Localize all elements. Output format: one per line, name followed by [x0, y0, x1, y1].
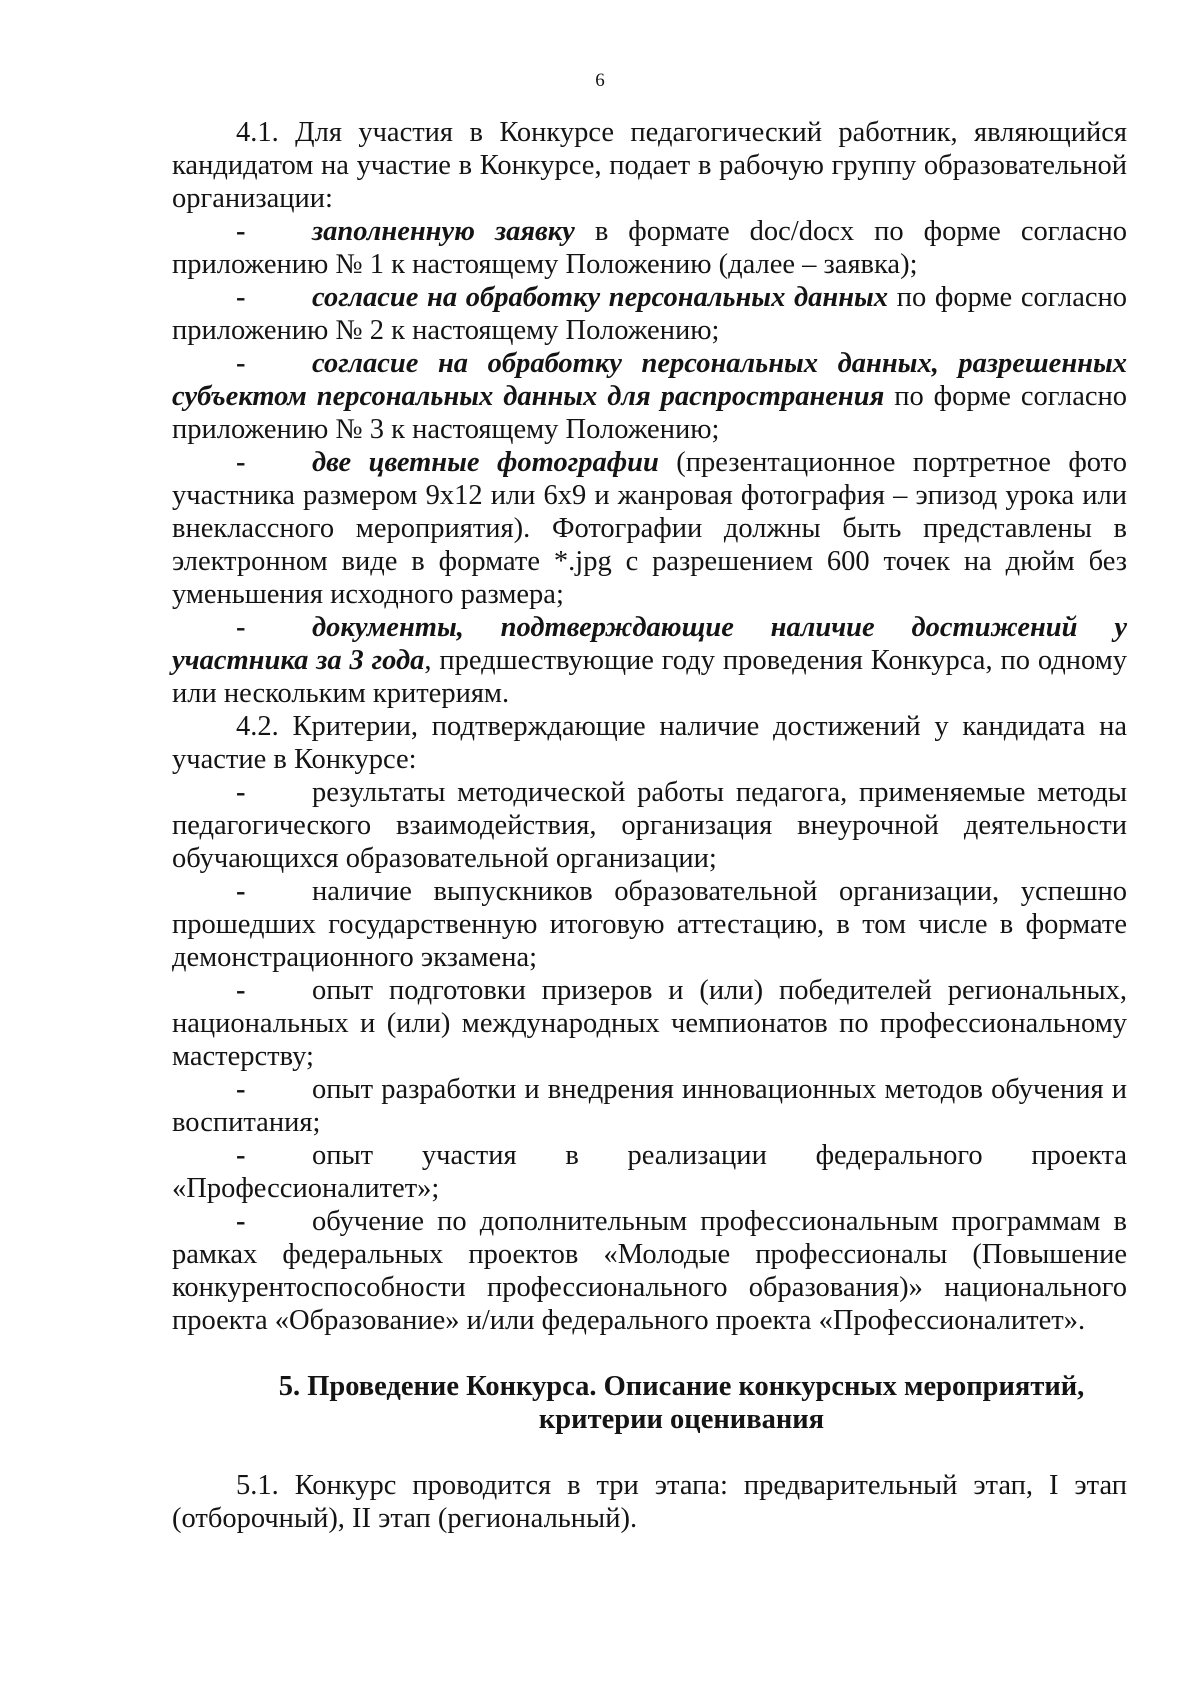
paragraph-5-1: 5.1. Конкурс проводится в три этапа: предварительный этап, I этап (отборочный), II этап (региональный).: [172, 1470, 1127, 1534]
doc-item-text: (презентационное портретное фото участника размером 9х12 или 6х9 и жанровая фотография – эпизод урока или внеклассного мероприятия). Фотографии должны быть представлены в электронном виде в формате *.jpg с разрешением 600 точек на дюйм без уменьшения исходного размера;: [172, 447, 1127, 610]
criteria-item: [172, 1073, 1127, 1139]
doc-item-emphasis: согласие на обработку персональных данных, разрешенных субъектом персональных данных для распространения: [172, 348, 1127, 412]
doc-item-text: , предшествующие году проведения Конкурса, по одному или нескольким критериям.: [172, 645, 1127, 709]
doc-item-achievements: [172, 611, 1127, 710]
doc-item-emphasis: документы, подтверждающие наличие достижений у участника за 3 года: [172, 612, 1127, 676]
doc-item-text: по форме согласно приложению № 3 к настоящему Положению;: [172, 381, 1128, 445]
paragraph-4-1: 4.1. Для участия в Конкурсе педагогический работник, являющийся кандидатом на участие в Конкурсе, подает в рабочую группу образовательной организации:: [172, 117, 1127, 214]
dash-marker: -: [236, 777, 246, 808]
criteria-item-text: обучение по дополнительным профессиональным программам в рамках федеральных проектов «Молодые профессионалы (Повышение конкурентоспособности профессионального образования)» национального проекта «Образование» и/или федерального проекта «Профессионалитет».: [172, 1206, 1127, 1336]
criteria-item: [172, 776, 1127, 875]
dash-marker: -: [236, 447, 246, 478]
section-5-heading-line-2: критерии оценивания: [538, 1404, 825, 1435]
doc-item-consent: [172, 281, 1127, 347]
doc-item-consent-distribution: [172, 347, 1127, 446]
dash-marker: -: [236, 1074, 246, 1105]
dash-marker: -: [236, 975, 246, 1006]
doc-item-photos: [172, 446, 1127, 611]
criteria-item-text: наличие выпускников образовательной организации, успешно прошедших государственную итоговую аттестацию, в том числе в формате демонстрационного экзамена;: [172, 876, 1127, 973]
criteria-item-text: опыт участия в реализации федерального проекта «Профессионалитет»;: [172, 1140, 1127, 1204]
section-5-heading: [172, 1370, 1127, 1436]
dash-marker: -: [236, 1140, 246, 1171]
dash-marker: -: [236, 1206, 246, 1237]
doc-item-emphasis: заполненную заявку: [312, 216, 575, 247]
doc-item-emphasis: согласие на обработку персональных данных: [312, 282, 889, 313]
criteria-item-text: опыт подготовки призеров и (или) победителей региональных, национальных и (или) международных чемпионатов по профессиональному мастерству;: [172, 975, 1127, 1072]
dash-marker: -: [236, 612, 246, 643]
document-body: [172, 116, 1127, 1535]
doc-item-application: [172, 215, 1127, 281]
criteria-item: [172, 1139, 1127, 1205]
criteria-item: [172, 875, 1127, 974]
page-number: 6: [595, 70, 605, 91]
criteria-item: [172, 1205, 1127, 1337]
criteria-item-text: опыт разработки и внедрения инновационных методов обучения и воспитания;: [172, 1074, 1127, 1138]
doc-item-text: по форме согласно приложению № 2 к настоящему Положению;: [172, 282, 1127, 346]
criteria-item: [172, 974, 1127, 1073]
dash-marker: -: [236, 282, 246, 313]
dash-marker: -: [236, 216, 246, 247]
dash-marker: -: [236, 876, 246, 907]
dash-marker: -: [236, 348, 246, 379]
paragraph-4-2: 4.2. Критерии, подтверждающие наличие достижений у кандидата на участие в Конкурсе:: [172, 711, 1127, 775]
criteria-item-text: результаты методической работы педагога, применяемые методы педагогического взаимодействия, организация внеурочной деятельности обучающихся образовательной организации;: [172, 777, 1127, 874]
doc-item-emphasis: две цветные фотографии: [312, 447, 659, 478]
section-5-heading-line-1: 5. Проведение Конкурса. Описание конкурсных мероприятий,: [278, 1371, 1085, 1402]
doc-item-text: в формате doc/docx по форме согласно приложению № 1 к настоящему Положению (далее – заявка);: [172, 216, 1127, 280]
